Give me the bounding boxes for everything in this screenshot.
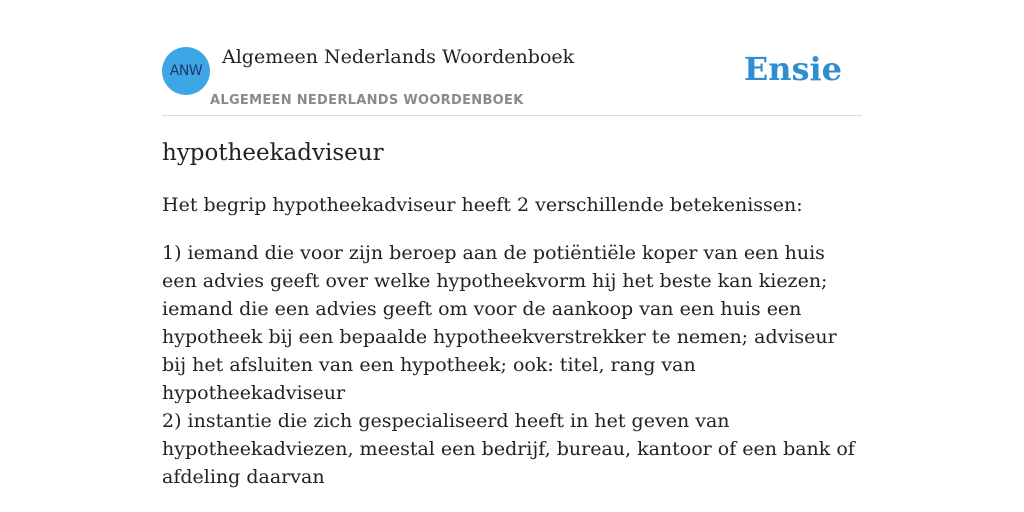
source-title[interactable]: Algemeen Nederlands Woordenboek bbox=[222, 46, 575, 68]
definition-item: 2) instantie die zich gespecialiseerd heeft in het geven van hypotheekadviezen, meestal een bedrijf, bureau, kantoor of een bank of afdeling daarvan bbox=[162, 410, 855, 488]
definition-card bbox=[162, 0, 862, 512]
definition-list bbox=[162, 239, 862, 491]
headword: hypotheekadviseur bbox=[162, 140, 384, 166]
intro-text: Het begrip hypotheekadviseur heeft 2 verschillende betekenissen: bbox=[162, 194, 803, 216]
brand-logo[interactable]: Ensie bbox=[743, 50, 842, 88]
source-logo[interactable] bbox=[162, 47, 210, 95]
source-logo-text: ANW bbox=[169, 63, 203, 79]
source-subtitle: ALGEMEEN NEDERLANDS WOORDENBOEK bbox=[210, 93, 524, 108]
card-header bbox=[162, 0, 862, 116]
definition-item: 1) iemand die voor zijn beroep aan de potiëntiële koper van een huis een advies geeft over welke hypotheekvorm hij het beste kan kiezen; iemand die een advies geeft om voor de aankoop van een huis een hypotheek bij een bepaalde hypotheekverstrekker te nemen; adviseur bij het afsluiten van een hypotheek; ook: titel, rang van hypotheekadviseur bbox=[162, 242, 837, 404]
